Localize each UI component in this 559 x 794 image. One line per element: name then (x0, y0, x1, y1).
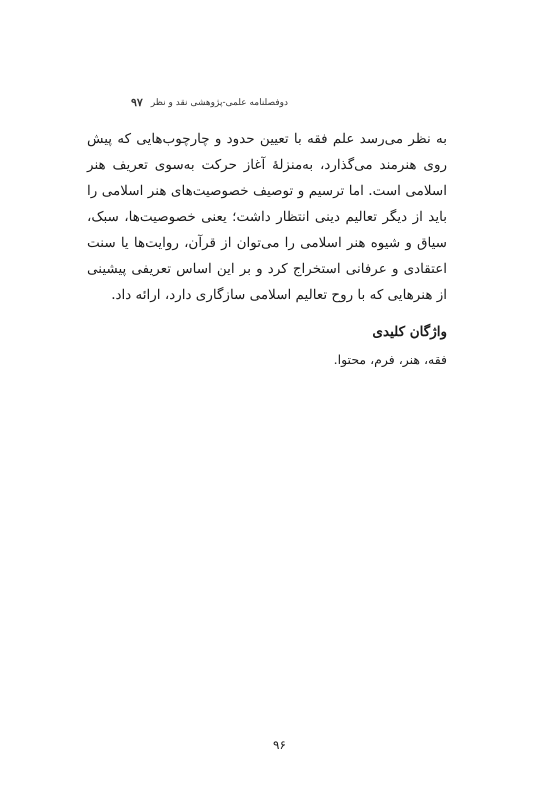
keywords-list: فقه، هنر، فرم، محتوا. (333, 352, 447, 367)
page-number: ۹۶ (273, 738, 286, 752)
running-header (131, 96, 471, 109)
abstract-paragraph: به نظر می‌رسد علم فقه با تعیین حدود و چارچوب‌هایی که پیش روی هنرمند می‌گذارد، به‌منزلهٔ آغاز حرکت به‌سوی تعریف هنر اسلامی است. اما ترسیم و توصیف خصوصیت‌های هنر اسلامی را باید از دیگر تعالیم دینی انتظار داشت؛ یعنی خصوصیت‌ها، سبک، سیاق و شیوه هنر اسلامی را می‌توان از قرآن، روایت‌ها یا سنت اعتقادی و عرفانی استخراج کرد و بر این اساس تعریفی پیشینی از هنرهایی که با روح تعالیم اسلامی سازگاری دارد، ارائه داد. (87, 131, 447, 303)
header-mark: ۹۷ (131, 96, 143, 109)
running-title: دوفصلنامه علمی-پژوهشی نقد و نظر (150, 97, 288, 108)
keywords-heading: واژگان کلیدی (372, 324, 447, 340)
